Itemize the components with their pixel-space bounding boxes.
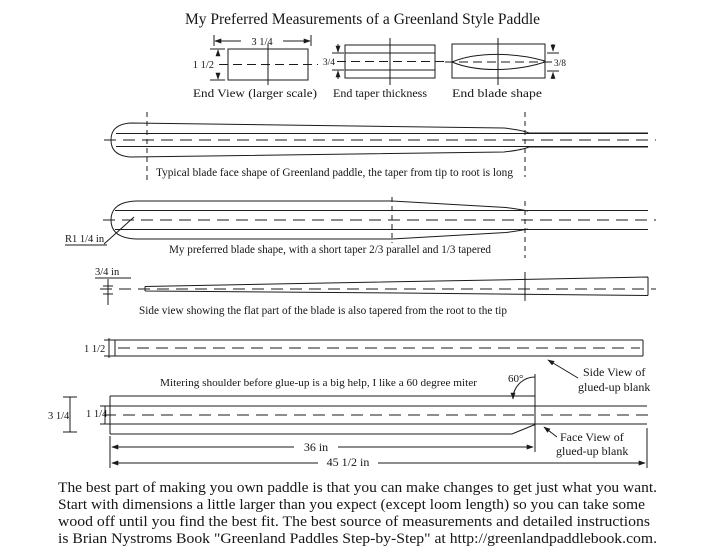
footer-line-3: wood off until you find the best fit. The best source of measurements and detailed instructions bbox=[58, 514, 651, 530]
footer-text bbox=[58, 480, 657, 547]
preferred-blade-drawing bbox=[65, 197, 656, 258]
footer-line-2: Start with dimensions a little larger than you expect (except loom length) so you can take some bbox=[58, 497, 646, 513]
blank-face-label-line2: glued-up blank bbox=[556, 444, 629, 458]
blank-side-thickness-dim: 1 1/2 bbox=[84, 344, 106, 355]
tip-thickness-dim-bracket bbox=[95, 278, 131, 305]
overall-length-dim: 45 1/2 in bbox=[326, 455, 370, 469]
end-view-section bbox=[193, 35, 318, 100]
mitering-note: Mitering shoulder before glue-up is a big help, I like a 60 degree miter bbox=[160, 377, 478, 389]
blank-face-label-line1: Face View of bbox=[560, 430, 624, 444]
end-view-width-dim: 3 1/4 bbox=[251, 37, 273, 48]
tip-thickness-dim: 3/4 in bbox=[95, 267, 120, 278]
page-title: My Preferred Measurements of a Greenland Style Paddle bbox=[185, 11, 540, 28]
blade-side-profile-outline bbox=[145, 277, 648, 296]
footer-line-4: is Brian Nystroms Book "Greenland Paddles Step-by-Step" at http://greenlandpaddlebook.com. bbox=[58, 531, 658, 547]
end-blade-caption: End blade shape bbox=[452, 88, 542, 100]
end-view-height-dim: 1 1/2 bbox=[192, 60, 214, 71]
end-blade-thickness-dim: 3/8 bbox=[553, 59, 567, 69]
blank-width-dim: 3 1/4 bbox=[48, 411, 70, 422]
blank-side-label-line2: glued-up blank bbox=[578, 380, 651, 394]
end-taper-caption: End taper thickness bbox=[333, 88, 428, 100]
strip-width-dim: 1 1/4 bbox=[86, 409, 108, 420]
preferred-blade-caption: My preferred blade shape, with a short taper 2/3 parallel and 1/3 tapered bbox=[169, 244, 492, 256]
footer-line-1: The best part of making you own paddle is that you can make changes to get just what you want. bbox=[58, 480, 657, 496]
blank-side-dim-bracket bbox=[104, 338, 115, 358]
blank-face-label-arrow bbox=[544, 427, 557, 437]
miter-angle-dim: 60° bbox=[508, 373, 524, 385]
end-taper-thickness-dim: 3/4 bbox=[322, 58, 336, 68]
loom-section-length-dim: 36 in bbox=[303, 440, 329, 454]
typical-blade-caption: Typical blade face shape of Greenland paddle, the taper from tip to root is long bbox=[156, 167, 514, 179]
blade-side-view-drawing bbox=[95, 267, 656, 317]
end-blade-shape-section bbox=[445, 38, 566, 100]
typical-blade-drawing bbox=[104, 112, 656, 183]
blade-side-caption: Side view showing the flat part of the blade is also tapered from the root to the tip bbox=[139, 305, 508, 317]
blank-side-label-line1: Side View of bbox=[583, 365, 646, 379]
end-view-caption: End View (larger scale) bbox=[193, 88, 318, 100]
blank-face-view-drawing bbox=[48, 373, 655, 469]
tip-radius-dim: R1 1/4 in bbox=[65, 234, 105, 245]
end-taper-section bbox=[323, 38, 444, 100]
blank-side-label-arrow bbox=[548, 360, 578, 378]
